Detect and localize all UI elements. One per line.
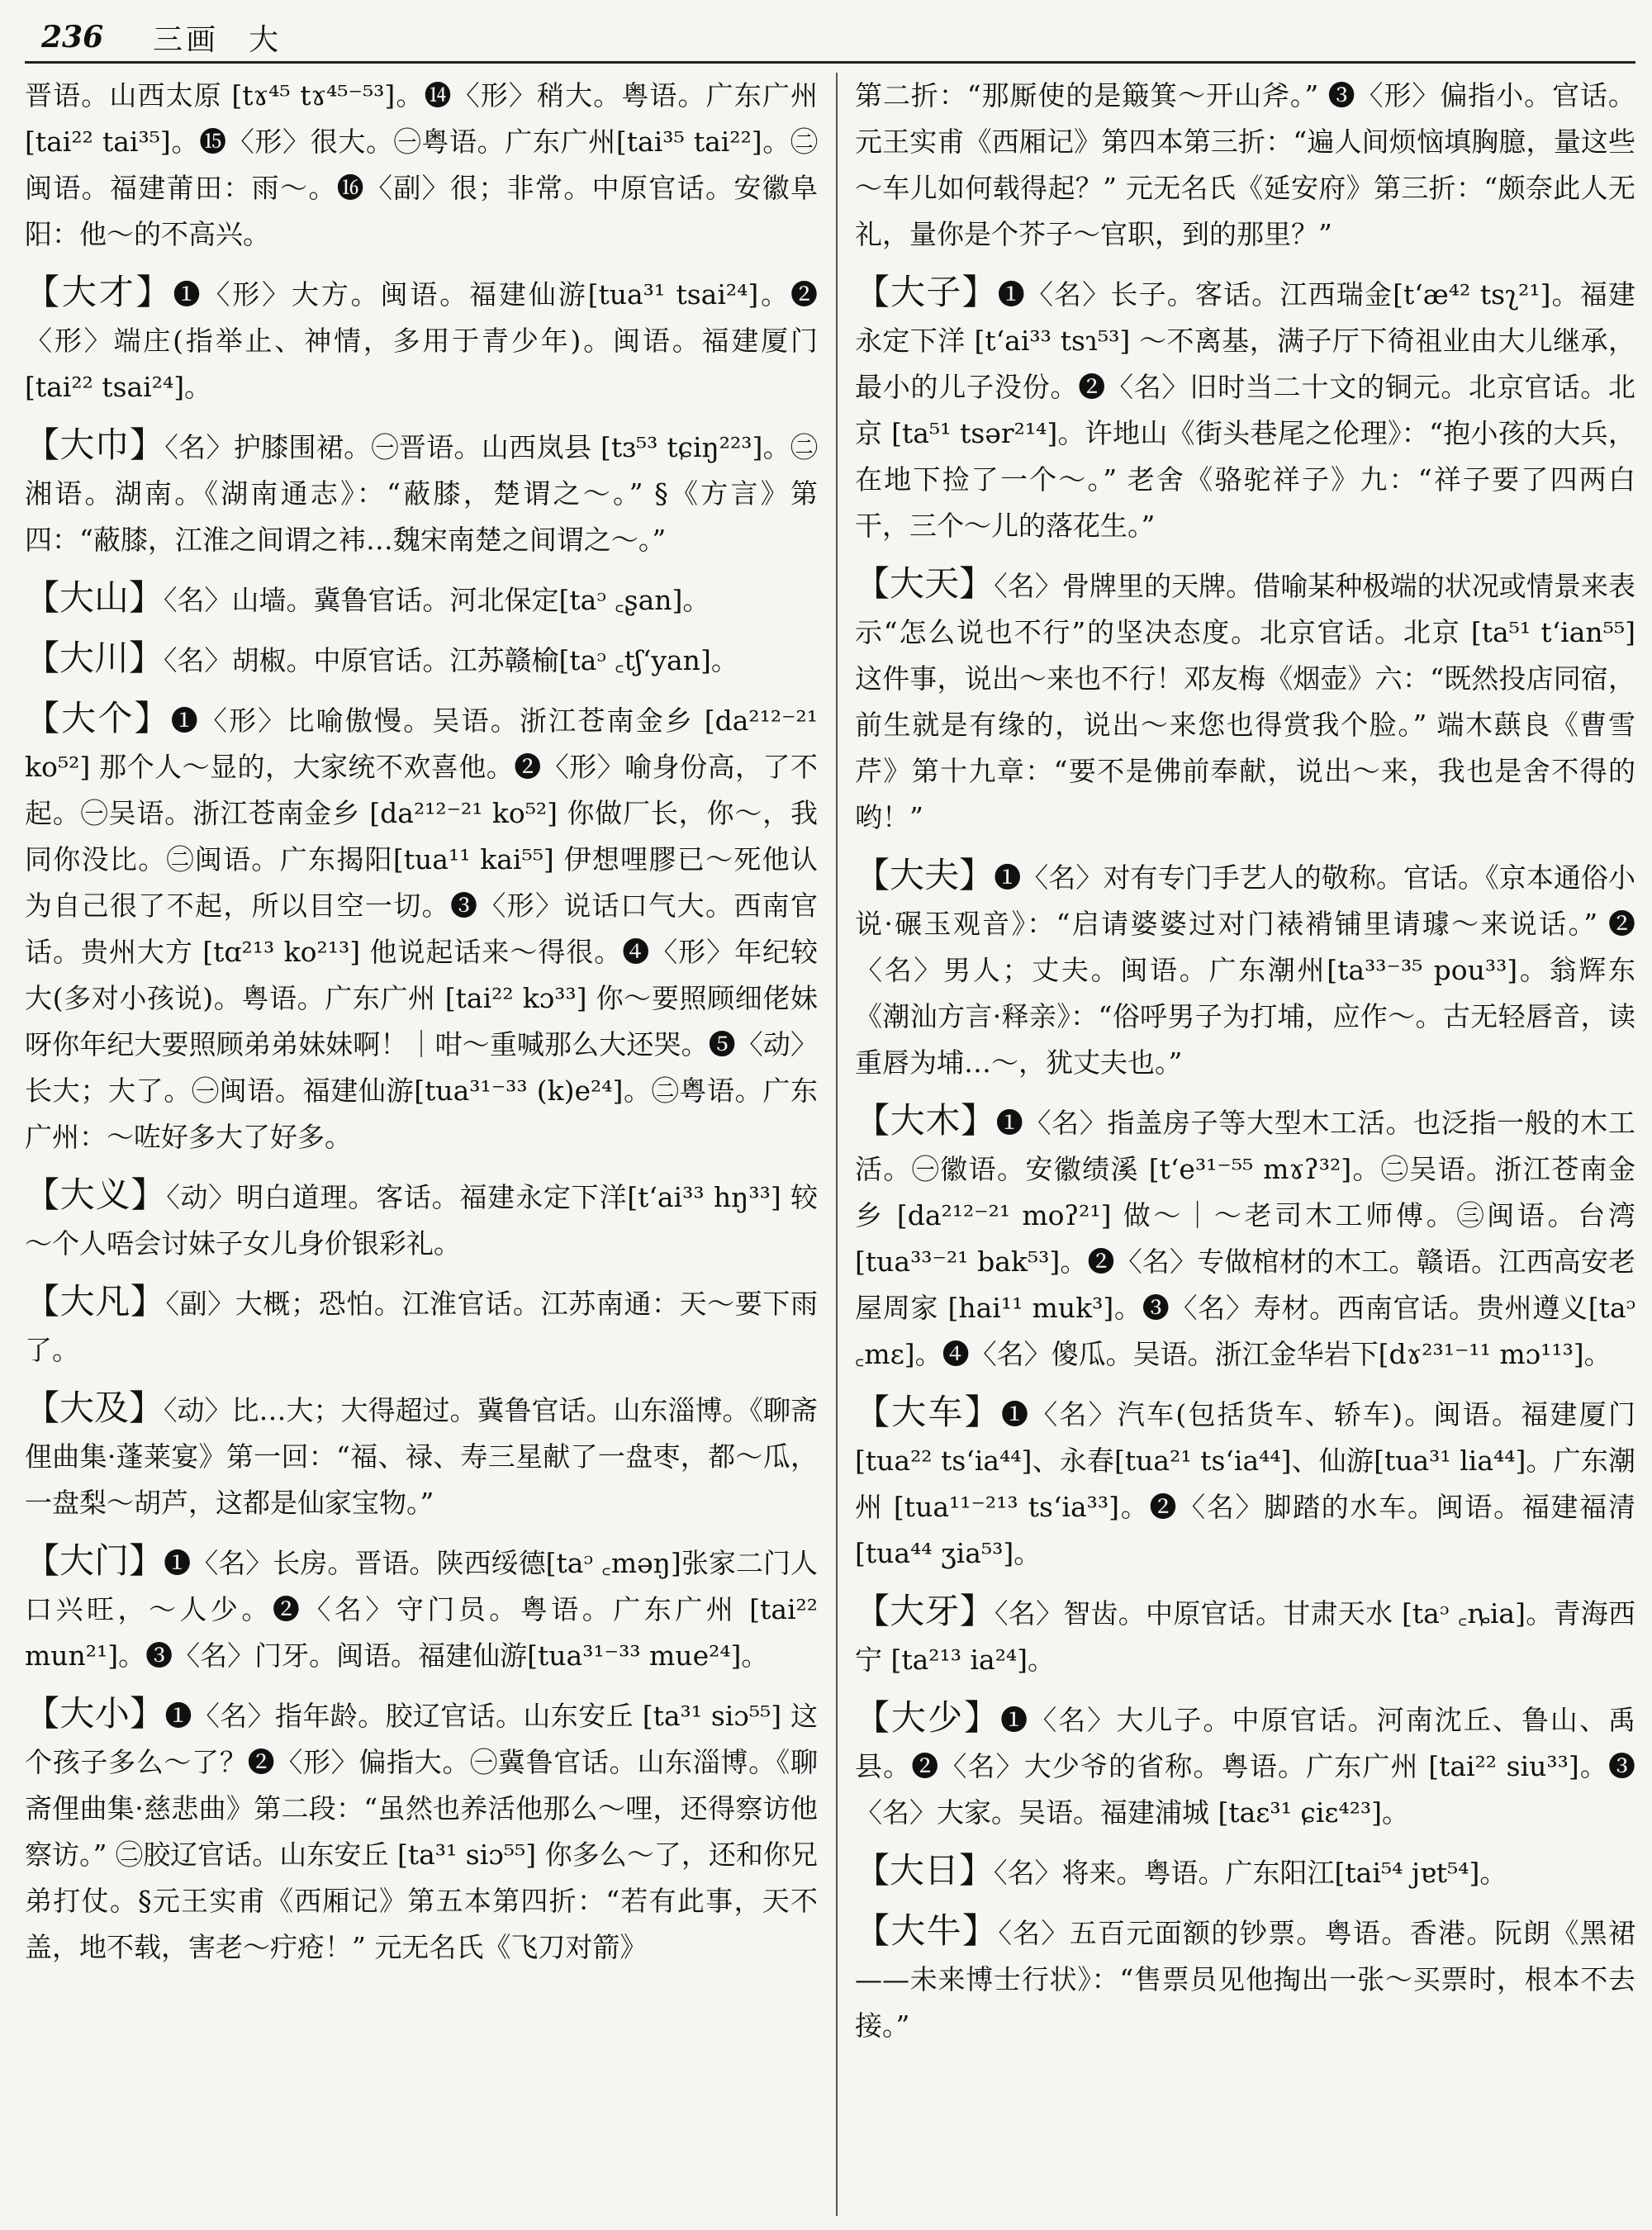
dictionary-entry xyxy=(25,575,818,624)
entry-headword: 【大山】 xyxy=(25,577,164,618)
entry-text: ❶〈名〉大儿子。中原官话。河南沈丘、鲁山、禹县。❷〈名〉大少爷的省称。粤语。广东广州 [tai²² siu³³]。❸〈名〉大家。吴语。福建浦城 [taɛ³¹ ɕiɛ⁴²³]。 xyxy=(855,1704,1635,1829)
entry-headword: 【大门】 xyxy=(25,1540,164,1581)
entry-headword: 【大少】 xyxy=(855,1697,1001,1738)
dictionary-entry xyxy=(855,1695,1635,1836)
entry-text: 〈名〉胡椒。中原官话。江苏赣榆[taᵓ ꜀tʃʻyan]。 xyxy=(164,644,738,676)
radical-label: 大 xyxy=(249,22,279,57)
entry-text: ❶〈形〉比喻傲慢。吴语。浙江苍南金乡 [da²¹²⁻²¹ ko⁵²] 那个人～显的，大家统不欢喜他。❷〈形〉喻身份高，了不起。㊀吴语。浙江苍南金乡 [da²¹²⁻²¹ ko⁵²] 你做厂长，你～，我同你没比。㊁闽语。广东揭阳[tua¹¹ kai⁵⁵] 伊想哩膠已～死他认为自己很了不起，所以目空一切。❸〈形〉说话口气大。西南官话。贵州大方 [tɑ²¹³ ko²¹³] 他说起话来～得很。❹〈形〉年纪较大(多对小孩说)。粤语。广东广州 [tai²² kɔ³³] 你～要照顾细佬妹呀你年纪大要照顾弟弟妹妹啊！｜咁～重喊那么大还哭。❺〈动〉长大；大了。㊀闽语。福建仙游[tua³¹⁻³³ (k)e²⁴]。㊁粤语。广东广州：～咗好多大了好多。 xyxy=(25,705,818,1153)
entry-text: ❶〈名〉长房。晋语。陕西绥德[taᵓ ꜀məŋ]张家二门人口兴旺，～人少。❷〈名〉守门员。粤语。广东广州 [tai²² mun²¹]。❸〈名〉门牙。闽语。福建仙游[tua³¹⁻³³ mue²⁴]。 xyxy=(25,1547,818,1672)
dictionary-entry xyxy=(855,1908,1635,2049)
entry-text: 晋语。山西太原 [tɤ⁴⁵ tɤ⁴⁵⁻⁵³]。⓮〈形〉稍大。粤语。广东广州 [tai²² tai³⁵]。⓯〈形〉很大。㊀粤语。广东广州[tai³⁵ tai²²]。㊁闽语。福建莆田：雨～。⓰〈副〉很；非常。中原官话。安徽阜阳：他～的不高兴。 xyxy=(25,79,818,250)
entry-headword: 【大天】 xyxy=(855,563,995,604)
column-divider xyxy=(836,73,838,2216)
dictionary-entry xyxy=(25,269,818,410)
entry-headword: 【大及】 xyxy=(25,1388,164,1428)
page-header xyxy=(41,12,1627,63)
page-number: 236 xyxy=(41,20,104,55)
dictionary-entry xyxy=(25,1691,818,1971)
dictionary-entry xyxy=(855,73,1635,258)
dictionary-entry xyxy=(25,635,818,684)
entry-text: ❶〈名〉指年龄。胶辽官话。山东安丘 [ta³¹ siɔ⁵⁵] 这个孩子多么～了？❷〈形〉偏指大。㊀冀鲁官话。山东淄博。《聊斋俚曲集·慈悲曲》第二段：“虽然也养活他那么～哩，还得察访他察访。” ㊁胶辽官话。山东安丘 [ta³¹ siɔ⁵⁵] 你多么～了，还和你兄弟打仗。§元王实甫《西厢记》第五本第四折：“若有此事，天不盖，地不载，害老～疔疮！” 元无名氏《飞刀对箭》 xyxy=(25,1700,818,1963)
dictionary-entry xyxy=(855,1588,1635,1683)
dictionary-entry xyxy=(25,422,818,563)
right-column xyxy=(855,73,1635,2216)
entry-text: ❶〈形〉大方。闽语。福建仙游[tua³¹ tsai²⁴]。❷〈形〉端庄(指举止、神情，多用于青少年)。闽语。福建厦门 [tai²² tsai²⁴]。 xyxy=(25,278,818,403)
entry-headword: 【大巾】 xyxy=(25,425,165,465)
entry-text: 〈动〉明白道理。客话。福建永定下洋[tʻai³³ hŋ³³] 较～个人唔会讨妹子女儿身价银彩礼。 xyxy=(25,1181,818,1260)
entry-headword: 【大凡】 xyxy=(25,1281,166,1321)
entry-headword: 【大夫】 xyxy=(855,855,995,895)
entry-headword: 【大牛】 xyxy=(855,1910,999,1951)
dictionary-entry xyxy=(25,1279,818,1374)
entry-text: ❶〈名〉长子。客话。江西瑞金[tʻæ⁴² tsʅ²¹]。福建永定下洋 [tʻai³³ tsɿ⁵³] ～不离基，满子厅下徛祖业由大儿继承，最小的儿子没份。❷〈名〉旧时当二十文的铜元。北京官话。北京 [ta⁵¹ tsər²¹⁴]。许地山《街头巷尾之伦理》：“抱小孩的大兵，在地下捡了一个～。” 老舍《骆驼祥子》九：“祥子要了四两白干，三个～儿的落花生。” xyxy=(855,278,1635,542)
dictionary-entry xyxy=(25,1538,818,1679)
entry-text: 〈名〉骨牌里的天牌。借喻某种极端的状况或情景来表示“怎么说也不行”的坚决态度。北京官话。北京 [ta⁵¹ tʻian⁵⁵] 这件事，说出～来也不行！邓友梅《烟壶》六：“既然投店同宿，前生就是有缘的，说出～来您也得赏我个脸。” 端木蕻良《曹雪芹》第十九章：“要不是佛前奉献，说出～来，我也是舍不得的哟！” xyxy=(855,570,1635,833)
left-column xyxy=(25,73,818,2216)
entry-headword: 【大义】 xyxy=(25,1174,167,1215)
entry-text: 〈名〉五百元面额的钞票。粤语。香港。阮朗《黑裙——未来博士行状》：“售票员见他掏出一张～买票时，根本不去接。” xyxy=(855,1917,1635,2042)
entry-text: 〈动〉比…大；大得超过。冀鲁官话。山东淄博。《聊斋俚曲集·蓬莱宴》第一回：“福、禄、寿三星献了一盘枣，都～瓜，一盘梨～胡芦，这都是仙家宝物。” xyxy=(25,1394,818,1519)
entry-text: 〈名〉山墙。冀鲁官话。河北保定[taᵓ ꜀ʂan]。 xyxy=(164,584,710,616)
section-label: 三画 xyxy=(153,22,220,57)
entry-headword: 【大子】 xyxy=(855,272,998,312)
entry-text: 〈名〉智齿。中原官话。甘肃天水 [taᵓ ꜀ȵia]。青海西宁 [ta²¹³ ia²⁴]。 xyxy=(855,1597,1635,1676)
dictionary-entry xyxy=(855,1389,1635,1577)
dictionary-entry xyxy=(855,1098,1635,1378)
entry-headword: 【大个】 xyxy=(25,698,171,738)
entry-headword: 【大车】 xyxy=(855,1392,1001,1432)
entry-headword: 【大川】 xyxy=(25,638,164,678)
dictionary-entry xyxy=(25,73,818,258)
entry-headword: 【大才】 xyxy=(25,272,173,312)
dictionary-entry xyxy=(25,1172,818,1267)
entry-text: 第二折：“那厮使的是簸箕～开山斧。” ❸〈形〉偏指小。官话。元王实甫《西厢记》第四本第三折：“遍人间烦恼填胸臆，量这些～车儿如何载得起？” 元无名氏《延安府》第三折：“颇奈此人无礼，量你是个芥子～官职，到的那里？” xyxy=(855,79,1635,250)
dictionary-entry xyxy=(855,269,1635,549)
entry-text: ❶〈名〉对有专门手艺人的敬称。官话。《京本通俗小说·碾玉观音》：“启请婆婆过对门裱褙铺里请璩～来说话。” ❷〈名〉男人；丈夫。闽语。广东潮州[ta³³⁻³⁵ pou³³]。翁辉东《潮汕方言·释亲》：“俗呼男子为打埔，应作～。古无轻唇音，读重唇为埔…～，犹丈夫也。” xyxy=(855,861,1635,1079)
entry-text: 〈名〉将来。粤语。广东阳江[tai⁵⁴ jɐt⁵⁴]。 xyxy=(994,1857,1507,1889)
header-rule xyxy=(25,61,1635,64)
entry-text: 〈副〉大概；恐怕。江淮官话。江苏南通：天～要下雨了。 xyxy=(25,1288,818,1366)
entry-text: ❶〈名〉指盖房子等大型木工活。也泛指一般的木工活。㊀徽语。安徽绩溪 [tʻe³¹⁻⁵⁵ mɤʔ³²]。㊁吴语。浙江苍南金乡 [da²¹²⁻²¹ moʔ²¹] 做～｜～老司木工师傅。㊂闽语。台湾[tua³³⁻²¹ bak⁵³]。❷〈名〉专做棺材的木工。赣语。江西高安老屋周家 [hai¹¹ muk³]。❸〈名〉寿材。西南官话。贵州遵义[taᵓ ꜀mɛ]。❹〈名〉傻瓜。吴语。浙江金华岩下[dɤ²³¹⁻¹¹ mɔ¹¹³]。 xyxy=(855,1107,1635,1370)
dictionary-entry xyxy=(25,695,818,1160)
entry-text: 〈名〉护膝围裙。㊀晋语。山西岚县 [tɜ⁵³ tɕiŋ²²³]。㊁湘语。湖南。《湖南通志》：“蔽膝，楚谓之～。” §《方言》第四：“蔽膝，江淮之间谓之袆…魏宋南楚之间谓之～。” xyxy=(25,431,818,556)
dictionary-entry xyxy=(855,852,1635,1086)
entry-headword: 【大小】 xyxy=(25,1693,165,1734)
entry-headword: 【大牙】 xyxy=(855,1591,995,1631)
dictionary-entry xyxy=(25,1385,818,1526)
dictionary-entry xyxy=(855,1848,1635,1896)
dictionary-entry xyxy=(855,561,1635,841)
entry-text: ❶〈名〉汽车(包括货车、轿车)。闽语。福建厦门[tua²² tsʻia⁴⁴]、永春[tua²¹ tsʻia⁴⁴]、仙游[tua³¹ lia⁴⁴]。广东潮州 [tua¹¹⁻²¹³ tsʻia³³]。❷〈名〉脚踏的水车。闽语。福建福清 [tua⁴⁴ ʒia⁵³]。 xyxy=(855,1398,1635,1569)
entry-headword: 【大日】 xyxy=(855,1850,995,1891)
entry-headword: 【大木】 xyxy=(855,1100,996,1141)
